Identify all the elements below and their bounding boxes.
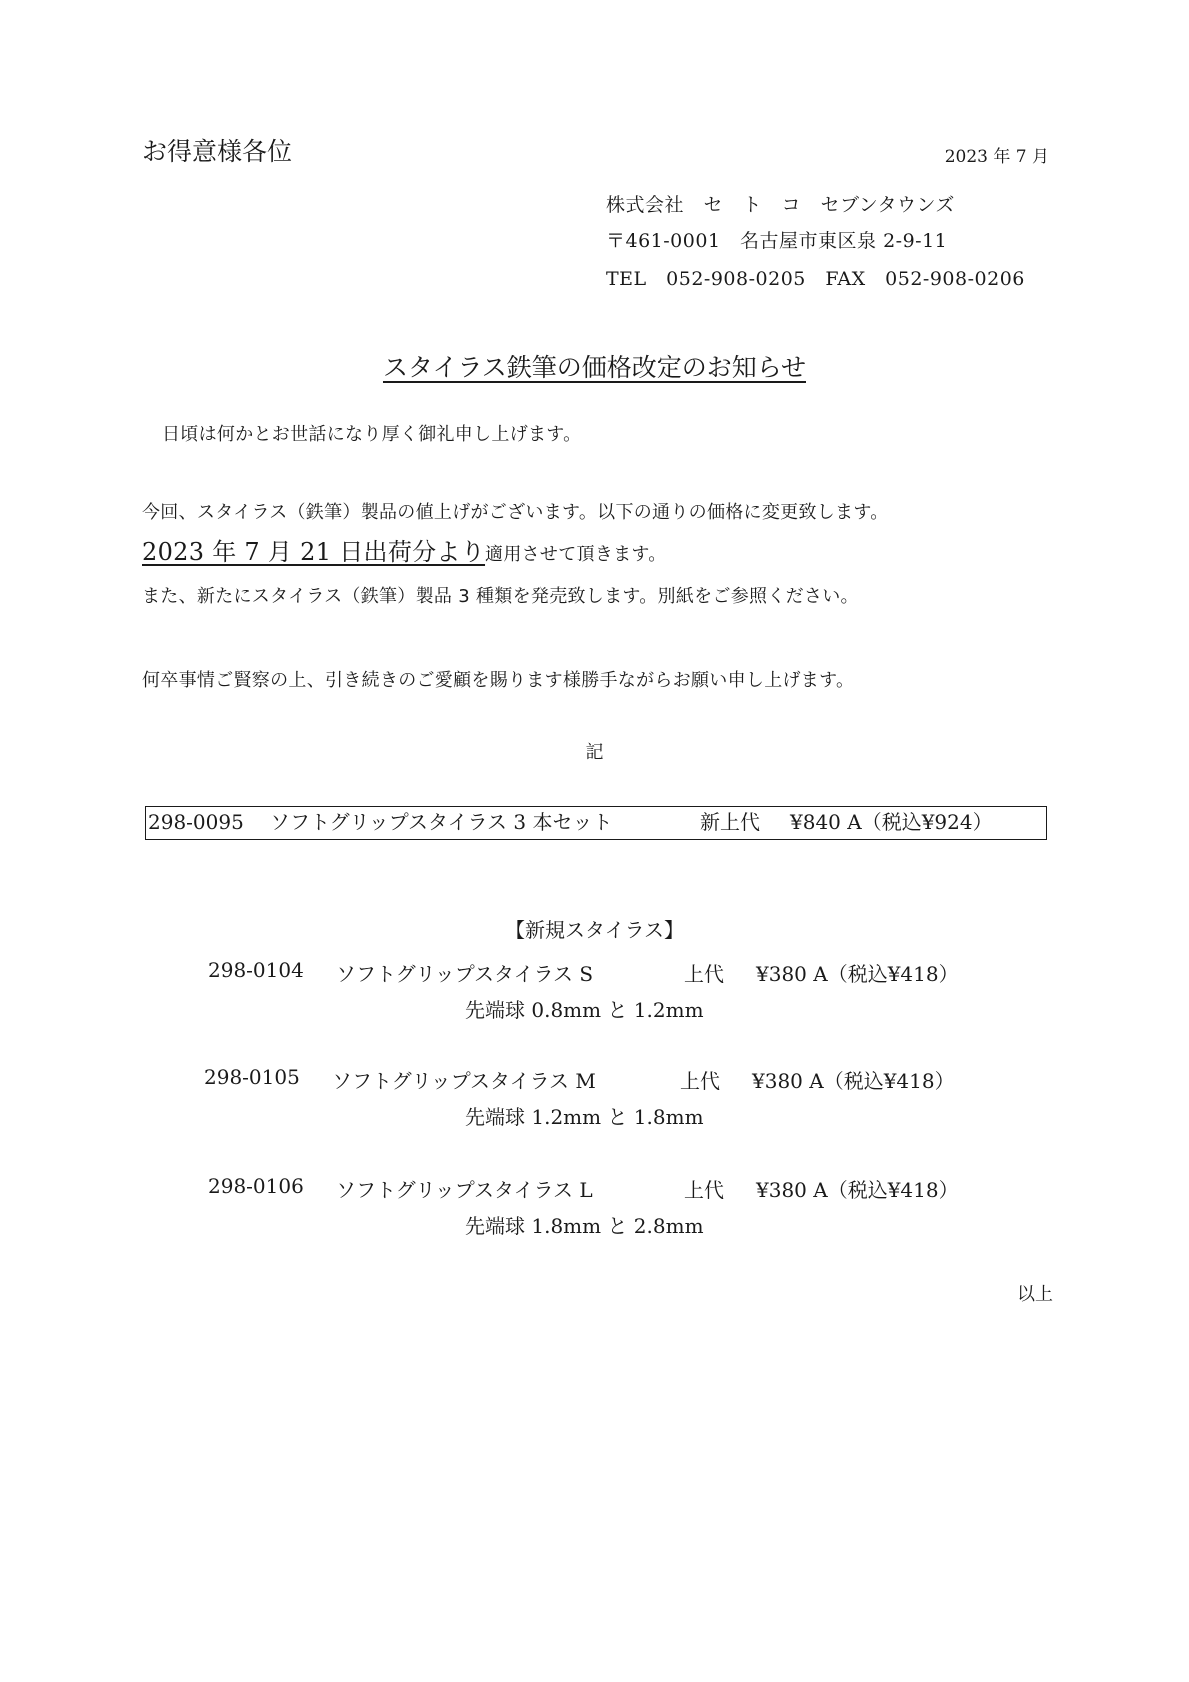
new-product-row [208,958,959,987]
sender-address: 〒461-0001 名古屋市東区泉 2-9-11 [606,230,948,252]
effective-date-emphasis: 2023 年 7 月 21 日出荷分より [142,538,486,566]
revised-item-code: 298-0095 [148,810,244,834]
greeting-paragraph: 日頃は何かとお世話になり厚く御礼申し上げます。 [162,424,582,445]
revised-item-price-label: 新上代 [700,810,760,834]
product-name: ソフトグリップスタイラス L [336,1178,593,1202]
product-tip-spec: 先端球 1.8mm と 2.8mm [465,1214,704,1238]
document-date: 2023 年 7 月 [944,147,1049,167]
product-code: 298-0105 [204,1065,300,1089]
product-code: 298-0106 [208,1174,304,1198]
product-name: ソフトグリップスタイラス M [332,1069,596,1093]
product-price: ¥380 A（税込¥418） [756,962,959,986]
recipient-line: お得意様各位 [142,137,293,166]
effective-date-paragraph [142,532,667,567]
product-price: ¥380 A（税込¥418） [756,1178,959,1202]
price-change-paragraph: 今回、スタイラス（鉄筆）製品の値上げがございます。以下の通りの価格に変更致します。 [142,502,889,523]
sender-contact: TEL 052-908-0205 FAX 052-908-0206 [606,268,1025,290]
revised-item-price: ¥840 A（税込¥924） [790,810,993,834]
product-tip-spec: 先端球 1.2mm と 1.8mm [465,1105,704,1129]
revised-item-name: ソフトグリップスタイラス 3 本セット [270,810,613,834]
product-code: 298-0104 [208,958,304,982]
closing-mark: 以上 [1017,1284,1053,1305]
product-name: ソフトグリップスタイラス S [336,962,594,986]
new-products-paragraph: また、新たにスタイラス（鉄筆）製品 3 種類を発売致します。別紙をご参照ください。 [142,586,859,607]
product-tip-spec: 先端球 0.8mm と 1.2mm [465,998,704,1022]
effective-date-rest: 適用させて頂きます。 [485,544,667,565]
new-product-row [208,1174,959,1203]
product-price: ¥380 A（税込¥418） [752,1069,955,1093]
ki-marker: 記 [585,742,604,763]
sender-company: 株式会社 セ ト コ セブンタウンズ [606,194,955,216]
new-product-row [204,1065,955,1094]
document-title-text: スタイラス鉄筆の価格改定のお知らせ [382,353,806,382]
product-price-label: 上代 [684,1178,724,1202]
product-price-label: 上代 [684,962,724,986]
new-section-heading: 【新規スタイラス】 [505,918,684,942]
document-title [0,348,1189,384]
product-price-label: 上代 [680,1069,720,1093]
request-paragraph: 何卒事情ご賢察の上、引き続きのご愛顧を賜ります様勝手ながらお願い申し上げます。 [142,670,855,691]
revised-item-box [145,806,1047,840]
